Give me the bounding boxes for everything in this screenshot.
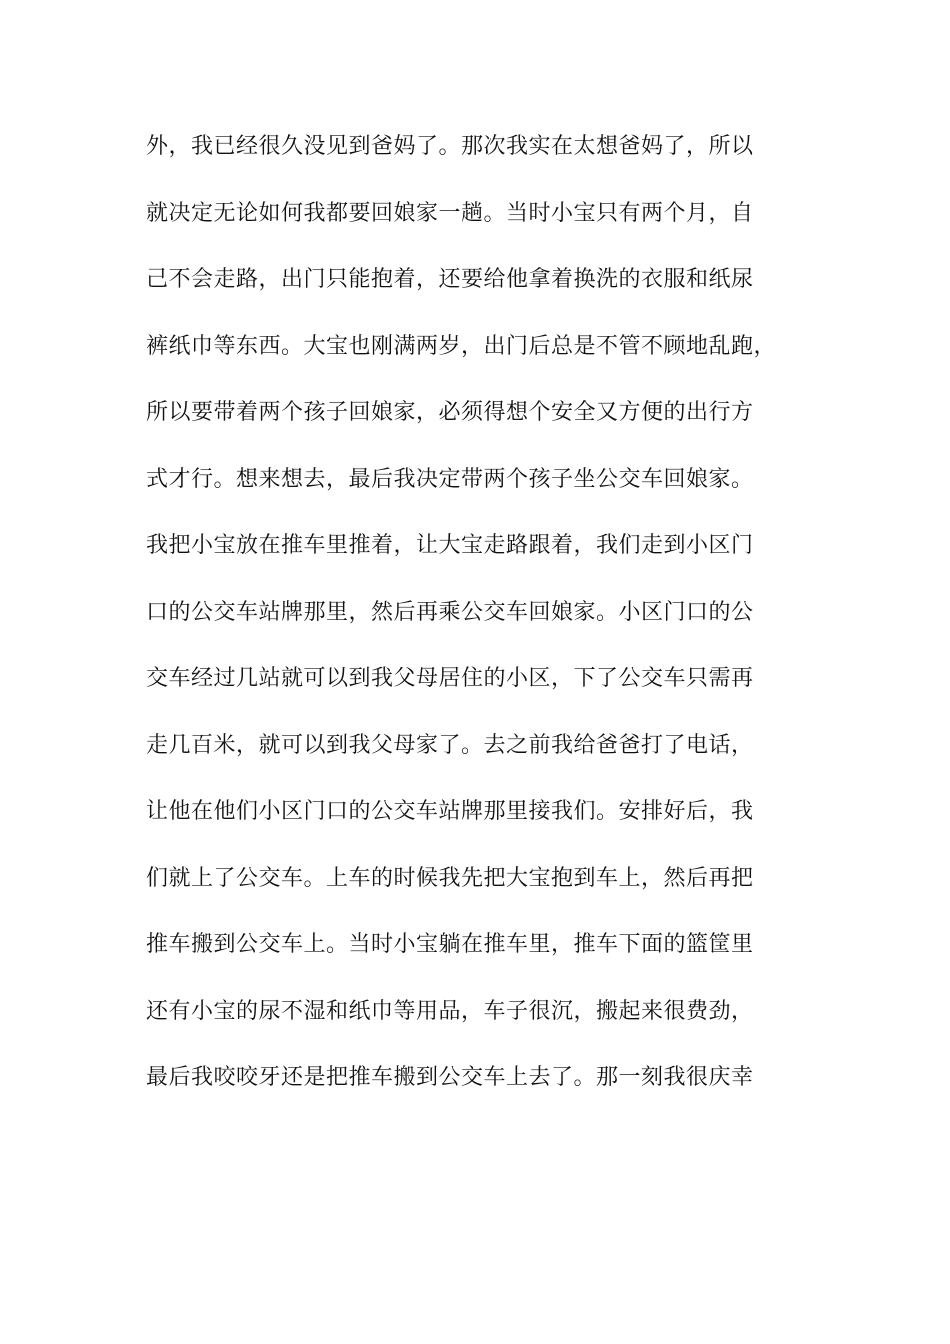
text-line: 裤纸巾等东西。大宝也刚满两岁，出门后总是不管不顾地乱跑，: [146, 333, 777, 359]
text-line: 外，我已经很久没见到爸妈了。那次我实在太想爸妈了，所以: [146, 134, 754, 159]
text-line: 还有小宝的尿不湿和纸巾等用品，车子很沉，搬起来很费劲，: [146, 998, 754, 1024]
text-line: 们就上了公交车。上车的时候我先把大宝抱到车上，然后再把: [146, 865, 754, 891]
text-line: 式才行。想来想去，最后我决定带两个孩子坐公交车回娘家。: [146, 466, 754, 492]
body-text: [146, 125, 806, 1123]
text-line: 口的公交车站牌那里，然后再乘公交车回娘家。小区门口的公: [146, 599, 754, 625]
text-line: 最后我咬咬牙还是把推车搬到公交车上去了。那一刻我很庆幸: [146, 1065, 754, 1090]
text-line: 让他在他们小区门口的公交车站牌那里接我们。安排好后，我: [146, 799, 754, 824]
text-line: 走几百米，就可以到我父母家了。去之前我给爸爸打了电话，: [146, 732, 754, 758]
text-line: 己不会走路，出门只能抱着，还要给他拿着换洗的衣服和纸尿: [146, 267, 754, 292]
text-line: 就决定无论如何我都要回娘家一趟。当时小宝只有两个月，自: [146, 200, 754, 226]
text-line: 所以要带着两个孩子回娘家，必须得想个安全又方便的出行方: [146, 400, 754, 425]
text-line: 交车经过几站就可以到我父母居住的小区，下了公交车只需再: [146, 666, 754, 691]
text-line: 推车搬到公交车上。当时小宝躺在推车里，推车下面的篮筐里: [146, 932, 754, 957]
text-line: 我把小宝放在推车里推着，让大宝走路跟着，我们走到小区门: [146, 533, 754, 558]
